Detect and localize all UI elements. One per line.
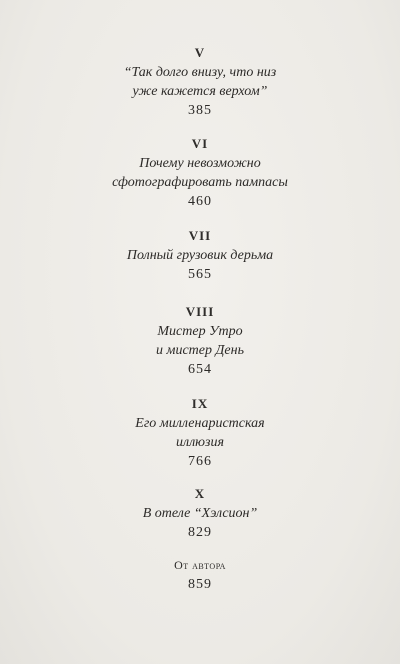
afterword-label: От автора — [174, 558, 226, 572]
toc-entry-x — [0, 486, 400, 542]
chapter-numeral: V — [194, 45, 206, 60]
chapter-title: Мистер Утро и мистер День — [156, 324, 244, 358]
afterword-page-number: 859 — [188, 577, 212, 592]
toc-entry-v — [0, 45, 400, 120]
chapter-title: В отеле “Хэлсион” — [142, 506, 258, 521]
chapter-page-number: 766 — [188, 454, 212, 469]
chapter-numeral: VIII — [185, 304, 215, 319]
chapter-title: Его милленаристская иллюзия — [135, 416, 265, 450]
toc-entry-viii — [0, 304, 400, 379]
chapter-page-number: 829 — [188, 525, 212, 540]
toc-entry-afterword — [0, 557, 400, 594]
chapter-numeral: VII — [188, 228, 212, 243]
chapter-page-number: 565 — [188, 267, 212, 282]
chapter-title: Полный грузовик дерьма — [126, 248, 274, 263]
chapter-title: “Так долго внизу, что низ уже кажется верхом” — [123, 65, 277, 99]
chapter-numeral: IX — [191, 396, 209, 411]
chapter-title: Почему невозможно сфотографировать пампасы — [112, 156, 288, 190]
chapter-numeral: X — [194, 486, 206, 501]
chapter-page-number: 654 — [188, 362, 212, 377]
chapter-numeral: VI — [191, 136, 209, 151]
chapter-page-number: 385 — [188, 103, 212, 118]
toc-entry-vi — [0, 136, 400, 211]
chapter-page-number: 460 — [188, 194, 212, 209]
toc-entry-vii — [0, 228, 400, 284]
toc-entry-ix — [0, 396, 400, 471]
